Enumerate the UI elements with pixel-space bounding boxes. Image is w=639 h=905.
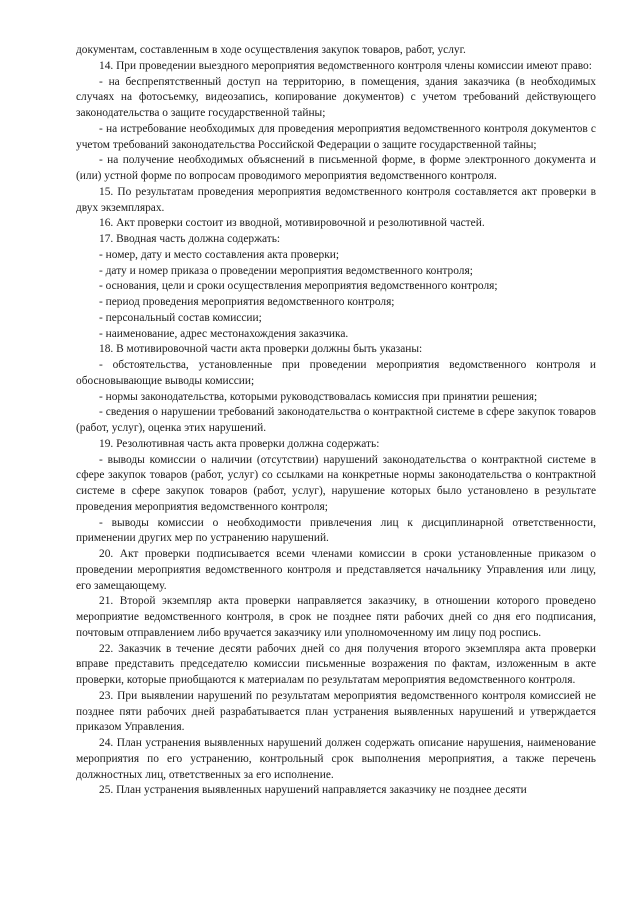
paragraph: - персональный состав комиссии; bbox=[99, 311, 262, 324]
paragraph: - дату и номер приказа о проведении мероприятия ведомственного контроля; bbox=[99, 264, 473, 277]
paragraph: 25. План устранения выявленных нарушений направляется заказчику не позднее десяти bbox=[99, 784, 527, 797]
paragraph: - обстоятельства, установленные при проведении мероприятия ведомственного контроля и обосновывающие выводы комиссии; bbox=[76, 359, 596, 387]
paragraph: 18. В мотивировочной части акта проверки должны быть указаны: bbox=[99, 343, 423, 356]
paragraph: 17. Вводная часть должна содержать: bbox=[99, 233, 281, 245]
paragraph: 23. При выявлении нарушений по результатам мероприятия ведомственного контроля комиссией не позднее пяти рабочих дней разрабатывается план устранения выявленных нарушений и утверждается приказом Управления. bbox=[76, 689, 596, 734]
paragraph: 19. Резолютивная часть акта проверки должна содержать: bbox=[99, 437, 380, 450]
paragraph: 24. План устранения выявленных нарушений должен содержать описание нарушения, наименование мероприятия по его устранению, контрольный срок выполнения мероприятия, а также перечень должностных лиц, ответственных за его исполнение. bbox=[76, 737, 596, 781]
paragraph: - на истребование необходимых для проведения мероприятия ведомственного контроля документов с учетом требований законодательства Российской Федерации о защите государственной тайны; bbox=[76, 122, 596, 151]
paragraph: - выводы комиссии о наличии (отсутствии) нарушений законодательства о контрактной системе в сфере закупок товаров (работ, услуг) со ссылками на конкретные нормы законодательства о контрактной системе в сфере закупок товаров (работ, услуг), нарушение которых было установлено в результате проведения мероприятия ведомственного контроля; bbox=[76, 453, 596, 513]
paragraph: - на беспрепятственный доступ на территорию, в помещения, здания заказчика (в необходимых случаях на фотосъемку, видеозапись, копирование документов) с учетом требований действующего законодательства о защите государственной тайны; bbox=[76, 75, 596, 119]
paragraph: - период проведения мероприятия ведомственного контроля; bbox=[99, 296, 395, 308]
document-body bbox=[76, 43, 596, 799]
paragraph: 22. Заказчик в течение десяти рабочих дней со дня получения второго экземпляра акта проверки вправе представить председателю комиссии письменные возражения по фактам, изложенным в акте проверки, которые приобщаются к материалам по результатам мероприятия ведомственного контроля. bbox=[76, 642, 596, 686]
paragraph: 14. При проведении выездного мероприятия ведомственного контроля члены комиссии имеют право: bbox=[99, 59, 592, 72]
paragraph: 15. По результатам проведения мероприятия ведомственного контроля составляется акт проверки в двух экземплярах. bbox=[76, 185, 596, 214]
paragraph: - нормы законодательства, которыми руководствовалась комиссия при принятии решения; bbox=[99, 390, 538, 403]
paragraph: 16. Акт проверки состоит из вводной, мотивировочной и резолютивной частей. bbox=[99, 217, 485, 230]
paragraph: - наименование, адрес местонахождения заказчика. bbox=[99, 327, 349, 340]
paragraph: документам, составленным в ходе осуществления закупок товаров, работ, услуг. bbox=[76, 44, 466, 56]
paragraph: - выводы комиссии о необходимости привлечения лиц к дисциплинарной ответственности, применении других мер по устранению нарушений. bbox=[76, 516, 596, 545]
paragraph: 20. Акт проверки подписывается всеми членами комиссии в сроки установленные приказом о проведении мероприятия ведомственного контроля и представляется начальнику Управления или лицу, его замещающему. bbox=[76, 548, 596, 592]
paragraph: - на получение необходимых объяснений в письменной форме, в форме электронного документа и (или) устной форме по вопросам проводимого мероприятия ведомственного контроля. bbox=[76, 154, 596, 182]
paragraph: - сведения о нарушении требований законодательства о контрактной системе в сфере закупок товаров (работ, услуг), оценка этих нарушений. bbox=[76, 406, 596, 434]
paragraph: 21. Второй экземпляр акта проверки направляется заказчику, в отношении которого проведено мероприятие ведомственного контроля, в срок не позднее пяти рабочих дней со дня его подписания, почтовым отправлением либо вручается заказчику или уполномоченному им лицу под роспись. bbox=[76, 595, 596, 639]
paragraph: - основания, цели и сроки осуществления мероприятия ведомственного контроля; bbox=[99, 280, 498, 293]
paragraph: - номер, дату и место составления акта проверки; bbox=[99, 248, 340, 261]
